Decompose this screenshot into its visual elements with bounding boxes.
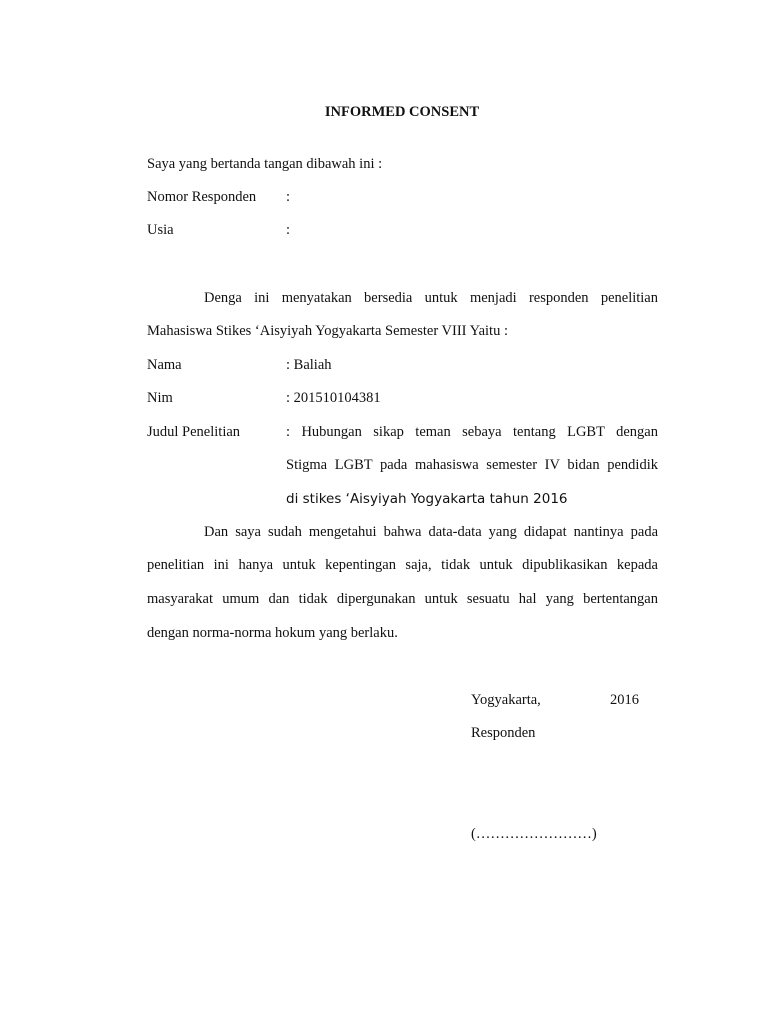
field-label-nomor-responden: Nomor Responden	[147, 189, 257, 205]
signature-year: 2016	[610, 692, 639, 708]
field-separator: :	[286, 189, 291, 205]
nim-value: : 201510104381	[286, 390, 381, 406]
paragraph-2-line-4: dengan norma-norma hokum yang berlaku.	[147, 625, 398, 641]
intro-text: Saya yang bertanda tangan dibawah ini :	[147, 156, 383, 172]
paragraph-1-line-2: Mahasiswa Stikes ‘Aisyiyah Yogyakarta Semester VIII Yaitu :	[147, 323, 508, 339]
judul-line-3: di stikes ‘Aisyiyah Yogyakarta tahun 2016	[286, 491, 568, 507]
nim-label: Nim	[147, 390, 173, 406]
field-separator: :	[286, 222, 291, 238]
paragraph-1-line-1: Denga ini menyatakan bersedia untuk menjadi responden penelitian	[204, 290, 658, 306]
paragraph-2-line-2: penelitian ini hanya untuk kepentingan saja, tidak untuk dipublikasikan kepada	[147, 557, 658, 573]
signature-city: Yogyakarta,	[471, 692, 541, 708]
judul-label: Judul Penelitian	[147, 424, 241, 440]
document-title: INFORMED CONSENT	[324, 104, 480, 120]
nama-label: Nama	[147, 357, 182, 373]
nama-value: : Baliah	[286, 357, 332, 373]
signature-blank-line: (……………………)	[471, 826, 597, 842]
paragraph-2-line-1: Dan saya sudah mengetahui bahwa data-data yang didapat nantinya pada	[204, 524, 658, 540]
judul-line-2: Stigma LGBT pada mahasiswa semester IV bidan pendidik	[286, 457, 658, 473]
signature-role: Responden	[471, 725, 536, 741]
paragraph-2-line-3: masyarakat umum dan tidak dipergunakan untuk sesuatu hal yang bertentangan	[147, 591, 658, 607]
field-label-usia: Usia	[147, 222, 174, 238]
judul-line-1: : Hubungan sikap teman sebaya tentang LGBT dengan	[286, 424, 658, 440]
